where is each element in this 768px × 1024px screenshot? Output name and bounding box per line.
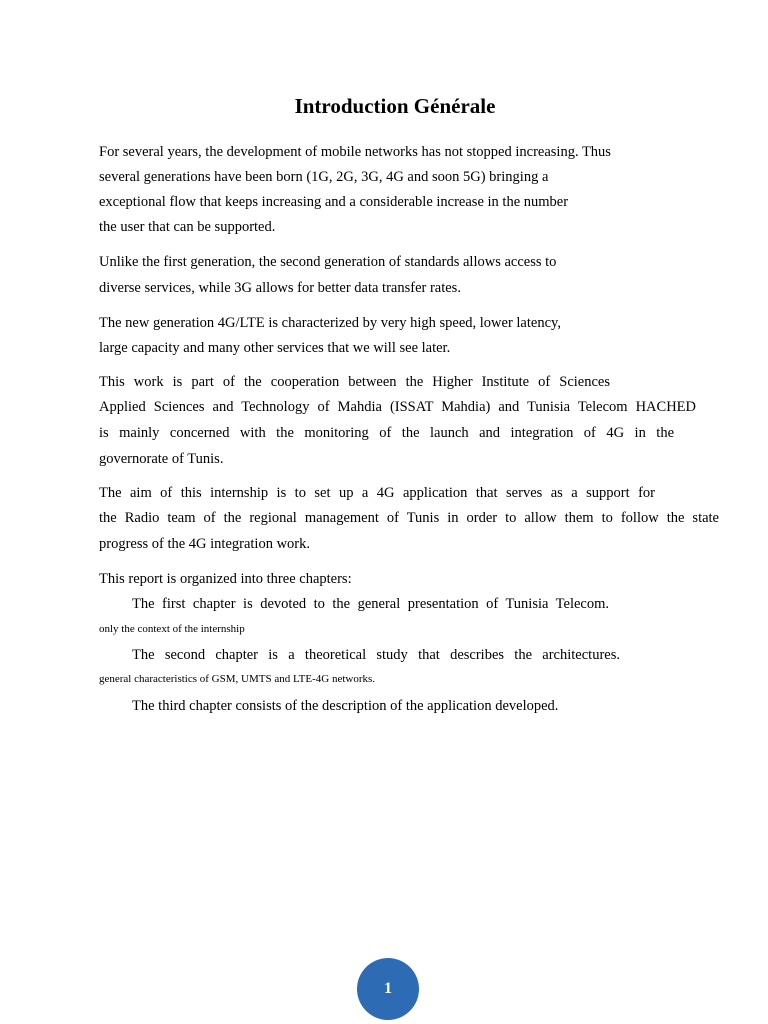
chapter-item-1-text: The first chapter is devoted to the general presentation of Tunisia Telecom. <box>132 596 609 612</box>
page-title: Introduction Générale <box>294 94 496 118</box>
paragraph-4-line-4: governorate of Tunis. <box>99 451 224 467</box>
paragraph-4-line-1: This work is part of the cooperation between the Higher Institute of Sciences <box>99 374 610 390</box>
paragraph-4-line-2: Applied Sciences and Technology of Mahdia (ISSAT Mahdia) and Tunisia Telecom HACHED <box>99 399 696 415</box>
paragraph-4-line-3: is mainly concerned with the monitoring of the launch and integration of 4G in the <box>99 425 674 441</box>
paragraph-5-line-1: The aim of this internship is to set up a 4G application that serves as a support for <box>99 485 655 501</box>
paragraph-1-line-3: exceptional flow that keeps increasing and a considerable increase in the number <box>99 194 569 210</box>
paragraph-5-line-2: the Radio team of the regional management of Tunis in order to allow them to follow the state <box>99 510 719 526</box>
paragraph-2-line-1: Unlike the first generation, the second generation of standards allows access to <box>99 254 557 270</box>
page-number-badge <box>357 958 419 1020</box>
chapter-item-1-sub: only the context of the internship <box>99 623 245 635</box>
paragraph-1-line-4: the user that can be supported. <box>99 219 276 235</box>
chapter-item-3-text: The third chapter consists of the description of the application developed. <box>132 698 559 714</box>
paragraph-3-line-1: The new generation 4G/LTE is characterized by very high speed, lower latency, <box>99 315 561 331</box>
paragraph-5-line-3: progress of the 4G integration work. <box>99 536 311 552</box>
chapter-item-1 <box>118 595 609 613</box>
chapter-item-2-sub: general characteristics of GSM, UMTS and LTE-4G networks. <box>99 673 376 685</box>
paragraph-3-line-2: large capacity and many other services that we will see later. <box>99 340 451 356</box>
chapter-item-3 <box>118 697 558 715</box>
chapters-intro: This report is organized into three chapters: <box>99 571 352 587</box>
chapter-item-2-text: The second chapter is a theoretical study that describes the architectures. <box>132 647 620 663</box>
paragraph-2-line-2: diverse services, while 3G allows for better data transfer rates. <box>99 280 461 296</box>
paragraph-1-line-1: For several years, the development of mobile networks has not stopped increasing. Thus <box>99 144 611 160</box>
paragraph-1-line-2: several generations have been born (1G, 2G, 3G, 4G and soon 5G) bringing a <box>99 169 549 185</box>
chapter-item-2 <box>118 646 620 664</box>
page-number: 1 <box>384 980 392 997</box>
